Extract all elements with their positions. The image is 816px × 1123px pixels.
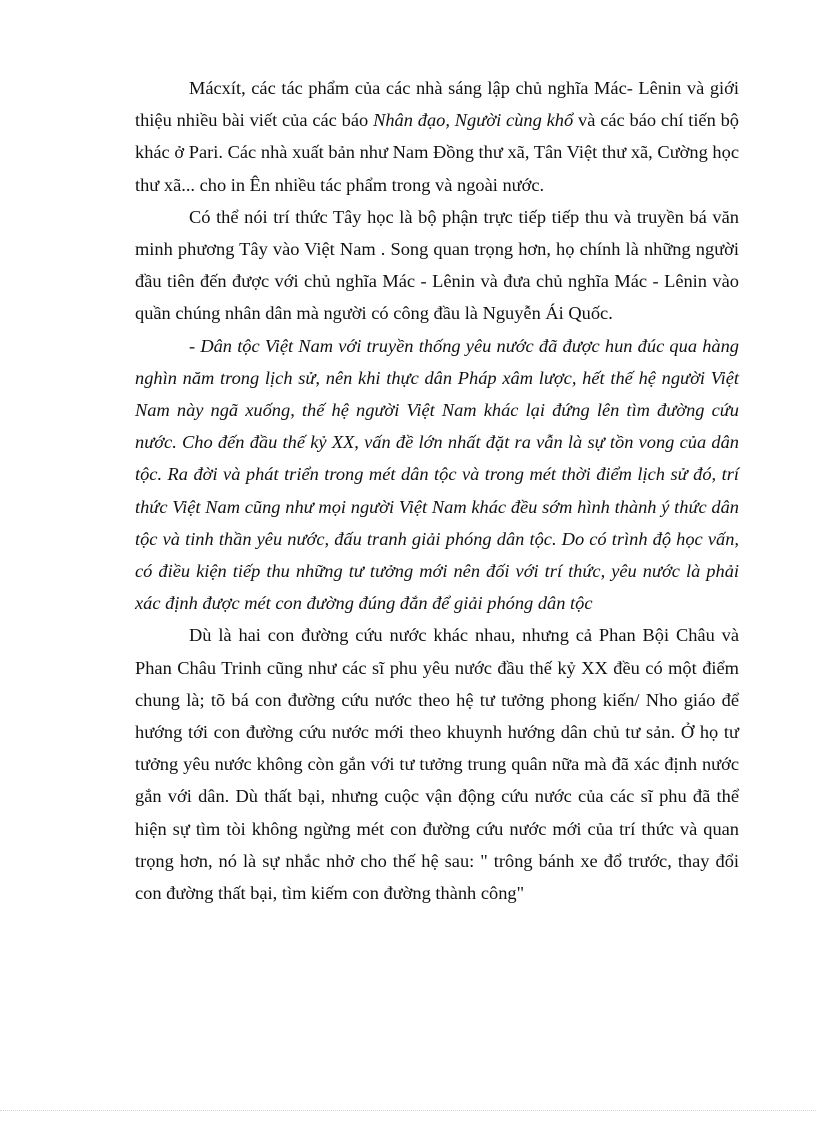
paragraph-1-text-a: Mácxít, các tác phẩm của các nhà sáng lập chủ nghĩa Mác- Lênin và giới thiệu nhiều bài viết của các báo bbox=[135, 78, 739, 131]
paragraph-1-text-b: và các báo chí tiến bộ khác ở Pari. Các nhà xuất bản như Nam Đồng thư xã, Tân Việt thư xã, Cường học thư xã... cho in Ên nhiều tác phẩm trong và ngoài nước. bbox=[135, 110, 740, 195]
paragraph-3: - Dân tộc Việt Nam với truyền thống yêu nước đã được hun đúc qua hàng nghìn năm trong lịch sử, nên khi thực dân Pháp xâm lược, hết thế hệ người Việt Nam này ngã xuống, thế hệ người Việt Nam khác lại đứng lên tìm đường cứu nước. Cho đến đầu thế kỷ XX, vấn đề lớn nhất đặt ra vẫn là sự tồn vong của dân tộc. Ra đời và phát triển trong mét dân tộc và trong mét thời điểm lịch sử đó, trí thức Việt Nam cũng như mọi người Việt Nam khác đều sớm hình thành ý thức dân tộc và tinh thần yêu nước, đấu tranh giải phóng dân tộc. Do có trình độ học vấn, có điều kiện tiếp thu những tư tưởng mới nên đối với trí thức, yêu nước là phải xác định được mét con đường đúng đắn để giải phóng dân tộc bbox=[135, 335, 739, 614]
paragraph-2: Có thể nói trí thức Tây học là bộ phận trực tiếp tiếp thu và truyền bá văn minh phương Tây vào Việt Nam . Song quan trọng hơn, họ chính là những người đầu tiên đến được với chủ nghĩa Mác - Lênin và đưa chủ nghĩa Mác - Lênin vào quần chúng nhân dân mà người có công đầu là Nguyễn Ái Quốc. bbox=[135, 206, 739, 324]
document-body bbox=[135, 72, 739, 909]
newspaper-names: Nhân đạo, Người cùng khổ bbox=[373, 110, 574, 131]
paragraph-4: Dù là hai con đường cứu nước khác nhau, nhưng cả Phan Bội Châu và Phan Châu Trinh cũng như các sĩ phu yêu nước đầu thế kỷ XX đều có một điểm chung là; tõ bá con đường cứu nước theo hệ tư tưởng phong kiến/ Nho giáo để hướng tới con đường cứu nước mới theo khuynh hướng dân chủ tư sản. Ở họ tư tưởng yêu nước không còn gắn với tư tưởng trung quân nữa mà đã xác định nước gắn với dân. Dù thất bại, nhưng cuộc vận động cứu nước của các sĩ phu đã thể hiện sự tìm tòi không ngừng mét con đường cứu nước mới của trí thức và quan trọng hơn, nó là sự nhắc nhở cho thế hệ sau: " trông bánh xe đổ trước, thay đổi con đường thất bại, tìm kiếm con đường thành công" bbox=[135, 625, 739, 904]
page-bottom-divider bbox=[0, 1110, 816, 1111]
paragraph-1 bbox=[135, 72, 739, 201]
